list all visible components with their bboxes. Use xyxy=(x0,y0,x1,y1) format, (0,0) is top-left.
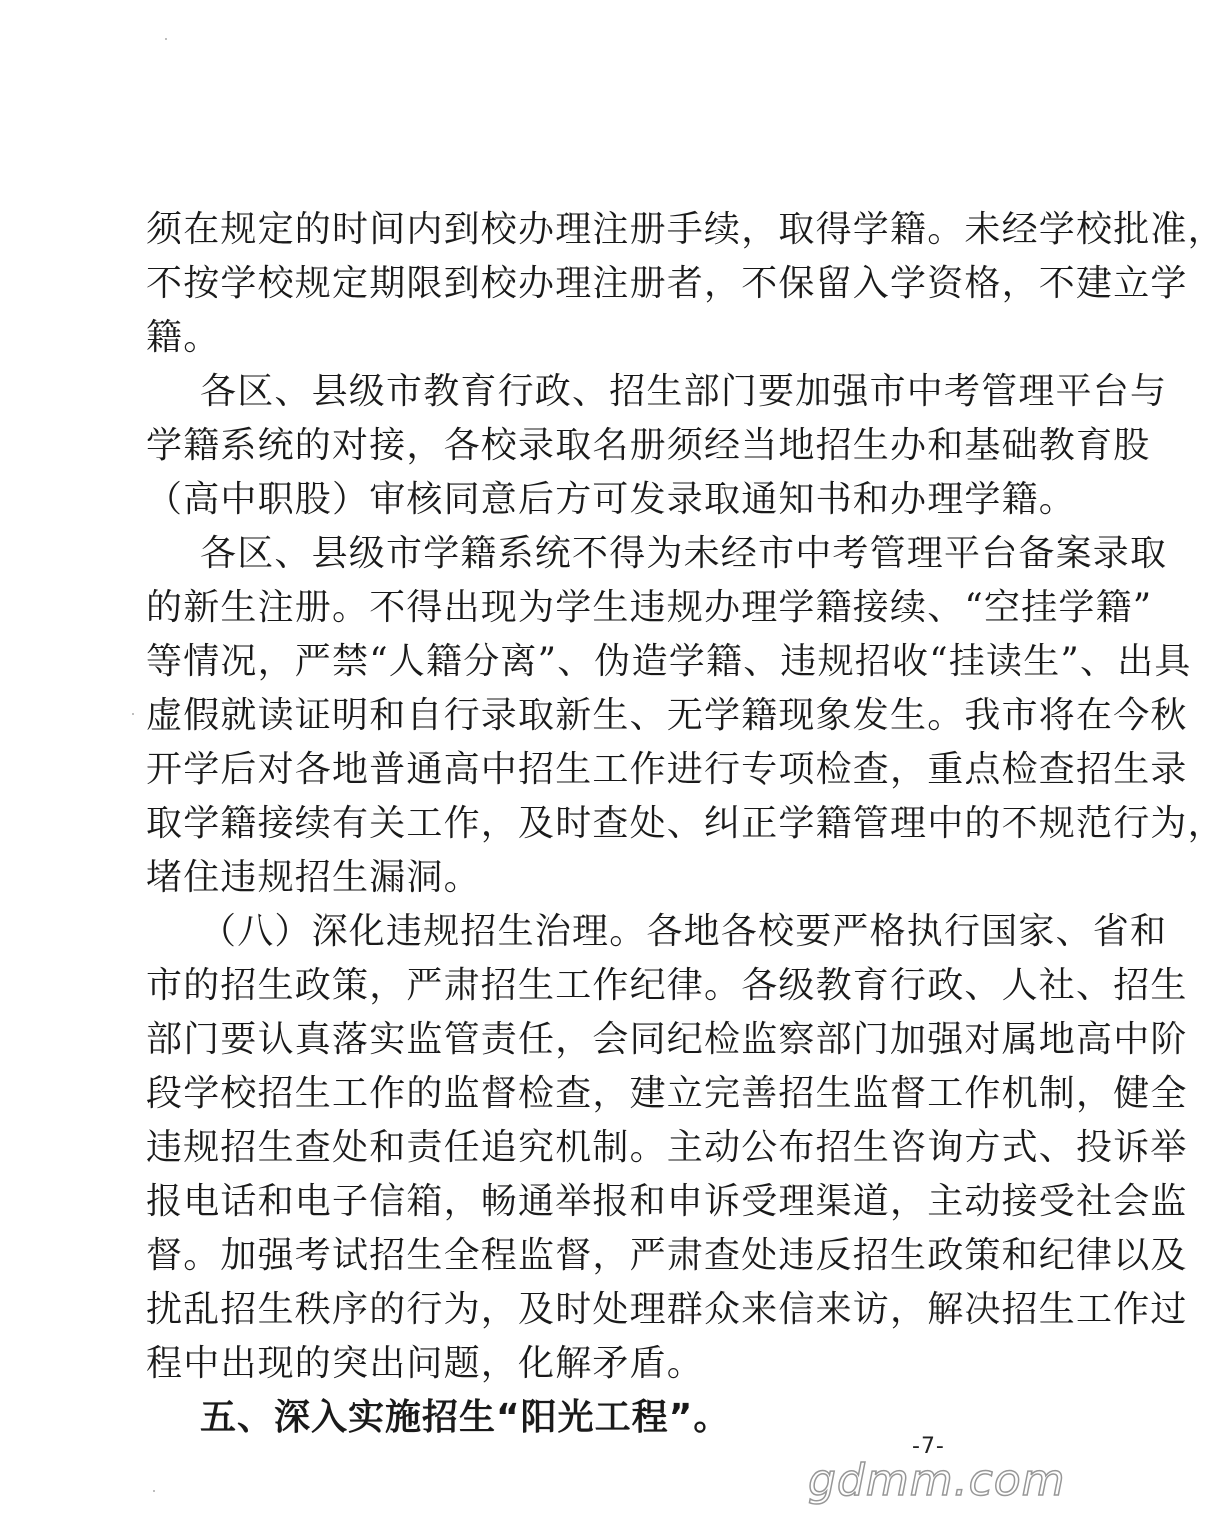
text-line-4: 各区、县级市教育行政、招生部门要加强市中考管理平台与 xyxy=(200,371,1168,412)
text-line-2: 不按学校规定期限到校办理注册者，不保留入学资格，不建立学 xyxy=(146,263,1188,304)
text-line-17: 段学校招生工作的监督检查，建立完善招生监督工作机制，健全 xyxy=(146,1073,1188,1114)
text-line-14: （八）深化违规招生治理。各地各校要严格执行国家、省和 xyxy=(200,911,1168,952)
text-line-8: 的新生注册。不得出现为学生违规办理学籍接续、“空挂学籍” xyxy=(146,587,1153,628)
text-line-1: 须在规定的时间内到校办理注册手续，取得学籍。未经学校批准， xyxy=(146,209,1225,250)
text-line-3: 籍。 xyxy=(146,317,221,358)
text-line-6: （高中职股）审核同意后方可发录取通知书和办理学籍。 xyxy=(146,479,1077,520)
text-line-7: 各区、县级市学籍系统不得为未经市中考管理平台备案录取 xyxy=(200,533,1168,574)
scan-speck xyxy=(165,38,167,40)
text-line-10: 虚假就读证明和自行录取新生、无学籍现象发生。我市将在今秋 xyxy=(146,695,1188,736)
text-line-12: 取学籍接续有关工作，及时查处、纠正学籍管理中的不规范行为， xyxy=(146,803,1225,844)
site-watermark: gdmm.com xyxy=(808,1455,1066,1506)
text-line-21: 扰乱招生秩序的行为，及时处理群众来信来访，解决招生工作过 xyxy=(146,1289,1188,1330)
section-heading: 五、深入实施招生“阳光工程”。 xyxy=(200,1397,731,1438)
text-line-9: 等情况，严禁“人籍分离”、伪造学籍、违规招收“挂读生”、出具 xyxy=(146,641,1192,682)
scan-speck xyxy=(153,1490,155,1492)
scan-speck xyxy=(132,713,134,715)
text-line-15: 市的招生政策，严肃招生工作纪律。各级教育行政、人社、招生 xyxy=(146,965,1188,1006)
text-line-22: 程中出现的突出问题，化解矛盾。 xyxy=(146,1343,705,1384)
text-line-13: 堵住违规招生漏洞。 xyxy=(146,857,481,898)
text-line-5: 学籍系统的对接，各校录取名册须经当地招生办和基础教育股 xyxy=(146,425,1151,466)
text-line-11: 开学后对各地普通高中招生工作进行专项检查，重点检查招生录 xyxy=(146,749,1188,790)
text-line-20: 督。加强考试招生全程监督，严肃查处违反招生政策和纪律以及 xyxy=(146,1235,1188,1276)
text-line-16: 部门要认真落实监管责任，会同纪检监察部门加强对属地高中阶 xyxy=(146,1019,1188,1060)
text-line-18: 违规招生查处和责任追究机制。主动公布招生咨询方式、投诉举 xyxy=(146,1127,1188,1168)
page-number: -7- xyxy=(912,1434,945,1459)
text-line-19: 报电话和电子信箱，畅通举报和申诉受理渠道，主动接受社会监 xyxy=(146,1181,1188,1222)
